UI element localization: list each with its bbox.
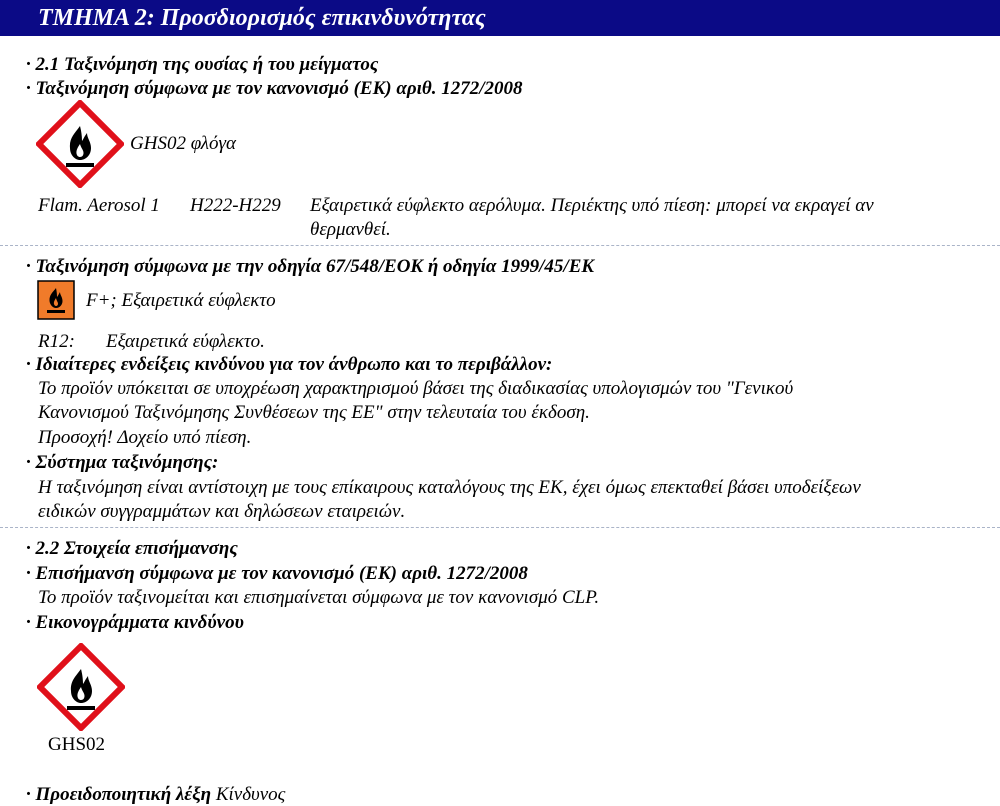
signal-word: Κίνδυνος bbox=[215, 784, 286, 805]
heading-2-2: · 2.2 Στοιχεία επισήμανσης bbox=[26, 538, 238, 559]
special-hazards-line1: Το προϊόν υπόκειται σε υποχρέωση χαρακτηρισμού βάσει της διαδικασίας υπολογισμών του "Γενικού bbox=[38, 378, 794, 399]
classification-system-line2: ειδικών συγγραμμάτων και δηλώσεων εταιρειών. bbox=[38, 501, 406, 522]
heading-pictograms: · Εικονογράμματα κινδύνου bbox=[26, 612, 244, 633]
divider bbox=[0, 245, 1000, 246]
heading-2-1: · 2.1 Ταξινόμηση της ουσίας ή του μείγματος bbox=[26, 54, 379, 75]
ghs02-flame-icon bbox=[36, 100, 124, 188]
f-plus-label: F+; Εξαιρετικά εύφλεκτο bbox=[86, 290, 276, 311]
hazard-statement-line1: Εξαιρετικά εύφλεκτο αερόλυμα. Περιέκτης υπό πίεση: μπορεί να εκραγεί αν bbox=[310, 195, 874, 216]
ghs02-flame-icon bbox=[37, 643, 125, 731]
clp-labelling-text: Το προϊόν ταξινομείται και επισημαίνεται σύμφωνα με τον κανονισμό CLP. bbox=[38, 587, 600, 608]
r-phrase-text: Εξαιρετικά εύφλεκτο. bbox=[106, 331, 265, 352]
signal-word-row: · Προειδοποιητική λέξη Κίνδυνος bbox=[26, 784, 286, 805]
ghs02-caption: GHS02 bbox=[48, 734, 106, 755]
heading-classification-system: · Σύστημα ταξινόμησης: bbox=[26, 452, 219, 473]
heading-directive-classification: · Ταξινόμηση σύμφωνα με την οδηγία 67/548/ΕΟΚ ή οδηγία 1999/45/ΕΚ bbox=[26, 256, 595, 277]
classification-system-line1: Η ταξινόμηση είναι αντίστοιχη με τους επίκαιρους καταλόγους της ΕΚ, έχει όμως επεκταθεί βάσει υποδείξεων bbox=[38, 477, 861, 498]
divider bbox=[0, 527, 1000, 528]
special-hazards-line2: Κανονισμού Ταξινόμησης Συνθέσεων της ΕΕ" στην τελευταία του έκδοση. bbox=[38, 402, 590, 423]
hazard-codes: H222-H229 bbox=[190, 195, 281, 216]
heading-special-hazards: · Ιδιαίτερες ενδείξεις κινδύνου για τον άνθρωπο και το περιβάλλον: bbox=[26, 354, 553, 375]
heading-clp-classification: · Ταξινόμηση σύμφωνα με τον κανονισμό (ΕΚ) αριθ. 1272/2008 bbox=[26, 78, 523, 99]
ghs02-label: GHS02 φλόγα bbox=[130, 133, 236, 154]
section-header bbox=[0, 0, 1000, 36]
f-plus-flame-icon bbox=[37, 280, 75, 320]
section-title: ΤΜΗΜΑ 2: Προσδιορισμός επικινδυνότητας bbox=[38, 5, 486, 31]
hazard-class: Flam. Aerosol 1 bbox=[38, 195, 160, 216]
heading-clp-labelling: · Επισήμανση σύμφωνα με τον κανονισμό (ΕΚ) αριθ. 1272/2008 bbox=[26, 563, 528, 584]
hazard-statement-line2: θερμανθεί. bbox=[310, 219, 391, 240]
signal-word-label: Προειδοποιητική λέξη bbox=[35, 784, 212, 805]
r-phrase-code: R12: bbox=[38, 331, 75, 352]
special-hazards-line3: Προσοχή! Δοχείο υπό πίεση. bbox=[38, 427, 252, 448]
